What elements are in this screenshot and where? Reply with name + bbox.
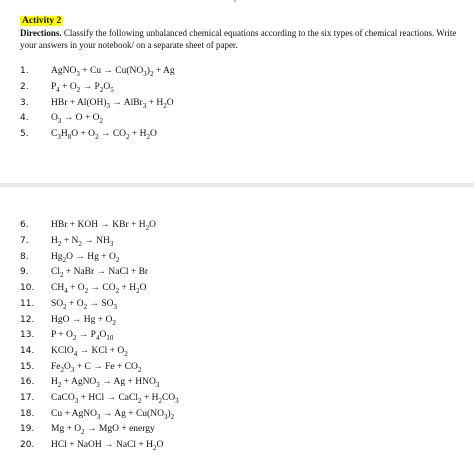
equation-text: HBr + KOH → KBr + $H_2O$ (51, 220, 157, 232)
equation-number: 13. (20, 330, 35, 340)
equation-text: HBr + $Al(OH)_3$ → AlBr$_3$ + $H_2O$ (51, 98, 174, 110)
equation-text: HCl + NaOH → NaCl + $H_2O$ (51, 440, 164, 452)
equation-row (0, 438, 474, 453)
equation-row (0, 250, 474, 265)
equation-text: $P + O_2 \to P_4O_{10}$ (51, 330, 114, 342)
equation-text: $H_2 + N_2 \to NH_3$ (51, 236, 114, 248)
equation-text: AgNO$_3$ + $Cu \to Cu(NO_3)_2 + Ag$ (51, 66, 175, 78)
equation-row (0, 265, 474, 280)
equation-row (0, 391, 474, 406)
equation-text: CaCO$_3$ + HCl → CaCl$_2$ + $H_2CO_3$ (51, 393, 179, 405)
equation-row (0, 64, 474, 79)
equation-number: 2. (20, 82, 29, 92)
equation-row (0, 375, 474, 390)
activity-title-text: Activity 2 (22, 16, 62, 26)
equation-number: 10. (20, 283, 35, 293)
directions-paragraph (20, 27, 466, 51)
equation-text: $Fe_2O_3 + C \to Fe + CO_2$ (51, 362, 142, 374)
equation-row (0, 360, 474, 375)
scan-mark (234, 0, 236, 2)
equation-number: 5. (20, 129, 29, 139)
equation-number: 7. (20, 236, 29, 246)
equation-text: $Hg_2O \to Hg + O_2$ (51, 252, 120, 264)
equation-text: $O_3 \to O + O_2$ (51, 113, 103, 125)
equation-row (0, 313, 474, 328)
equation-number: 1. (20, 66, 29, 76)
equation-number: 12. (20, 315, 35, 325)
equation-text: $H_2$ + AgNO$_3$ → $Ag + HNO_3$ (51, 377, 160, 389)
equation-number: 4. (20, 113, 29, 123)
directions-text: Classify the following unbalanced chemical equations according to the six types of chemical reactions. Write your answers in your notebook/ on a separate sheet of paper. (20, 28, 457, 50)
equation-number: 14. (20, 346, 35, 356)
equation-number: 8. (20, 252, 29, 262)
page-divider (0, 183, 474, 187)
equation-number: 18. (20, 409, 35, 419)
equation-text: Cu + AgNO$_3$ → $Ag + Cu(NO_3)_2$ (51, 409, 175, 421)
activity-title (20, 16, 63, 26)
equation-row (0, 80, 474, 95)
equation-text: $CH_4 + O_2 \to CO_2 + H_2O$ (51, 283, 147, 295)
equation-row (0, 297, 474, 312)
equation-row (0, 407, 474, 422)
equation-row (0, 111, 474, 126)
equation-row (0, 96, 474, 111)
equation-row (0, 127, 474, 142)
equation-number: 20. (20, 440, 35, 450)
equation-number: 16. (20, 377, 35, 387)
equation-text: $C_3H_8O + O_2 \to CO_2 + H_2O$ (51, 129, 157, 141)
equation-row (0, 328, 474, 343)
equation-text: $SO_2 + O_2 \to SO_3$ (51, 299, 118, 311)
equation-number: 11. (20, 299, 35, 309)
equation-row (0, 281, 474, 296)
equation-row (0, 218, 474, 233)
equation-row (0, 344, 474, 359)
equation-text: $Cl_2$ + NaBr → NaCl + Br (51, 267, 149, 279)
equation-number: 17. (20, 393, 35, 403)
directions-label: Directions. (20, 28, 62, 38)
equation-row (0, 234, 474, 249)
equation-number: 3. (20, 98, 29, 108)
equation-number: 6. (20, 220, 29, 230)
equation-number: 19. (20, 424, 35, 434)
equation-number: 9. (20, 267, 29, 277)
equation-text: $P_4 + O_2 \to P_2O_5$ (51, 82, 114, 94)
equation-text: HgO → $Hg + O_2$ (51, 315, 116, 327)
equation-number: 15. (20, 362, 35, 372)
equation-text: $Mg + O_2$ → MgO + energy (51, 424, 155, 436)
equation-text: KClO$_4$ → KCl + $O_2$ (51, 346, 128, 358)
equation-row (0, 422, 474, 437)
